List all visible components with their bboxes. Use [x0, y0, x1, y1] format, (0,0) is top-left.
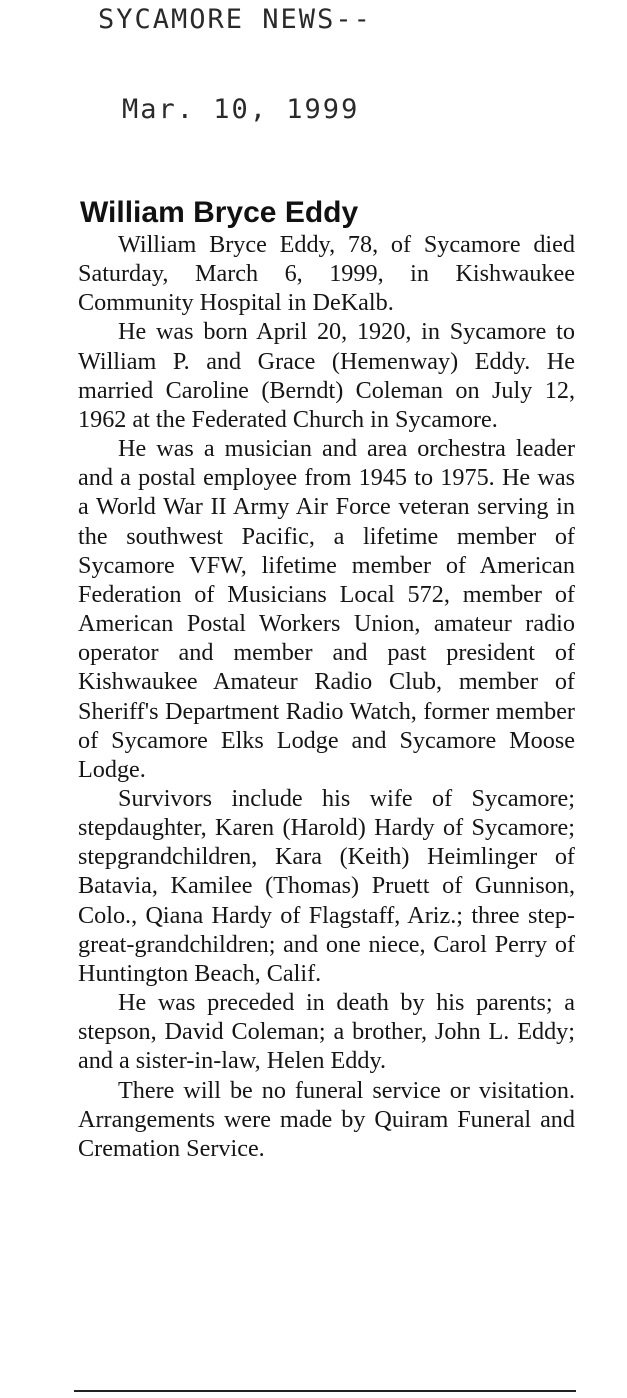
obituary-paragraph-birth-marriage: He was born April 20, 1920, in Sycamore to William P. and Grace (Hemenway) Eddy. He married Caroline (Berndt) Coleman on July 12, 1962 at the Federated Church in Sycamore. [78, 318, 575, 433]
obituary-body [78, 230, 575, 1163]
obituary-clipping [78, 196, 575, 1163]
typed-date-label: Mar. 10, 1999 [122, 94, 360, 125]
obituary-paragraph-survivors: Survivors include his wife of Sycamore; stepdaughter, Karen (Harold) Hardy of Sycamore; stepgrandchildren, Kara (Keith) Heimlinger of Batavia, Kamilee (Thomas) Pruett of Gunnison, Colo., Qiana Hardy of Flagstaff, Ariz.; three step-great-grandchildren; and one niece, Carol Perry of Huntington Beach, Calif. [78, 784, 575, 987]
typed-source-label: SYCAMORE NEWS-- [98, 4, 372, 35]
obituary-paragraph-arrangements: There will be no funeral service or visitation. Arrangements were made by Quiram Funeral and Cremation Service. [78, 1076, 575, 1162]
obituary-paragraph-career: He was a musician and area orchestra leader and a postal employee from 1945 to 1975. He was a World War II Army Air Force veteran serving in the southwest Pacific, a lifetime member of Sycamore VFW, lifetime member of American Federation of Musicians Local 572, member of American Postal Workers Union, amateur radio operator and member and past president of Kishwaukee Amateur Radio Club, member of Sheriff's Department Radio Watch, former member of Sycamore Elks Lodge and Sycamore Moose Lodge. [78, 435, 575, 783]
obituary-paragraph-preceded: He was preceded in death by his parents; a stepson, David Coleman; a brother, John L. Eddy; and a sister-in-law, Helen Eddy. [78, 989, 575, 1075]
obituary-paragraph-death: William Bryce Eddy, 78, of Sycamore died Saturday, March 6, 1999, in Kishwaukee Community Hospital in DeKalb. [78, 231, 575, 317]
bottom-rule [74, 1390, 576, 1392]
obituary-headline: William Bryce Eddy [80, 196, 359, 229]
